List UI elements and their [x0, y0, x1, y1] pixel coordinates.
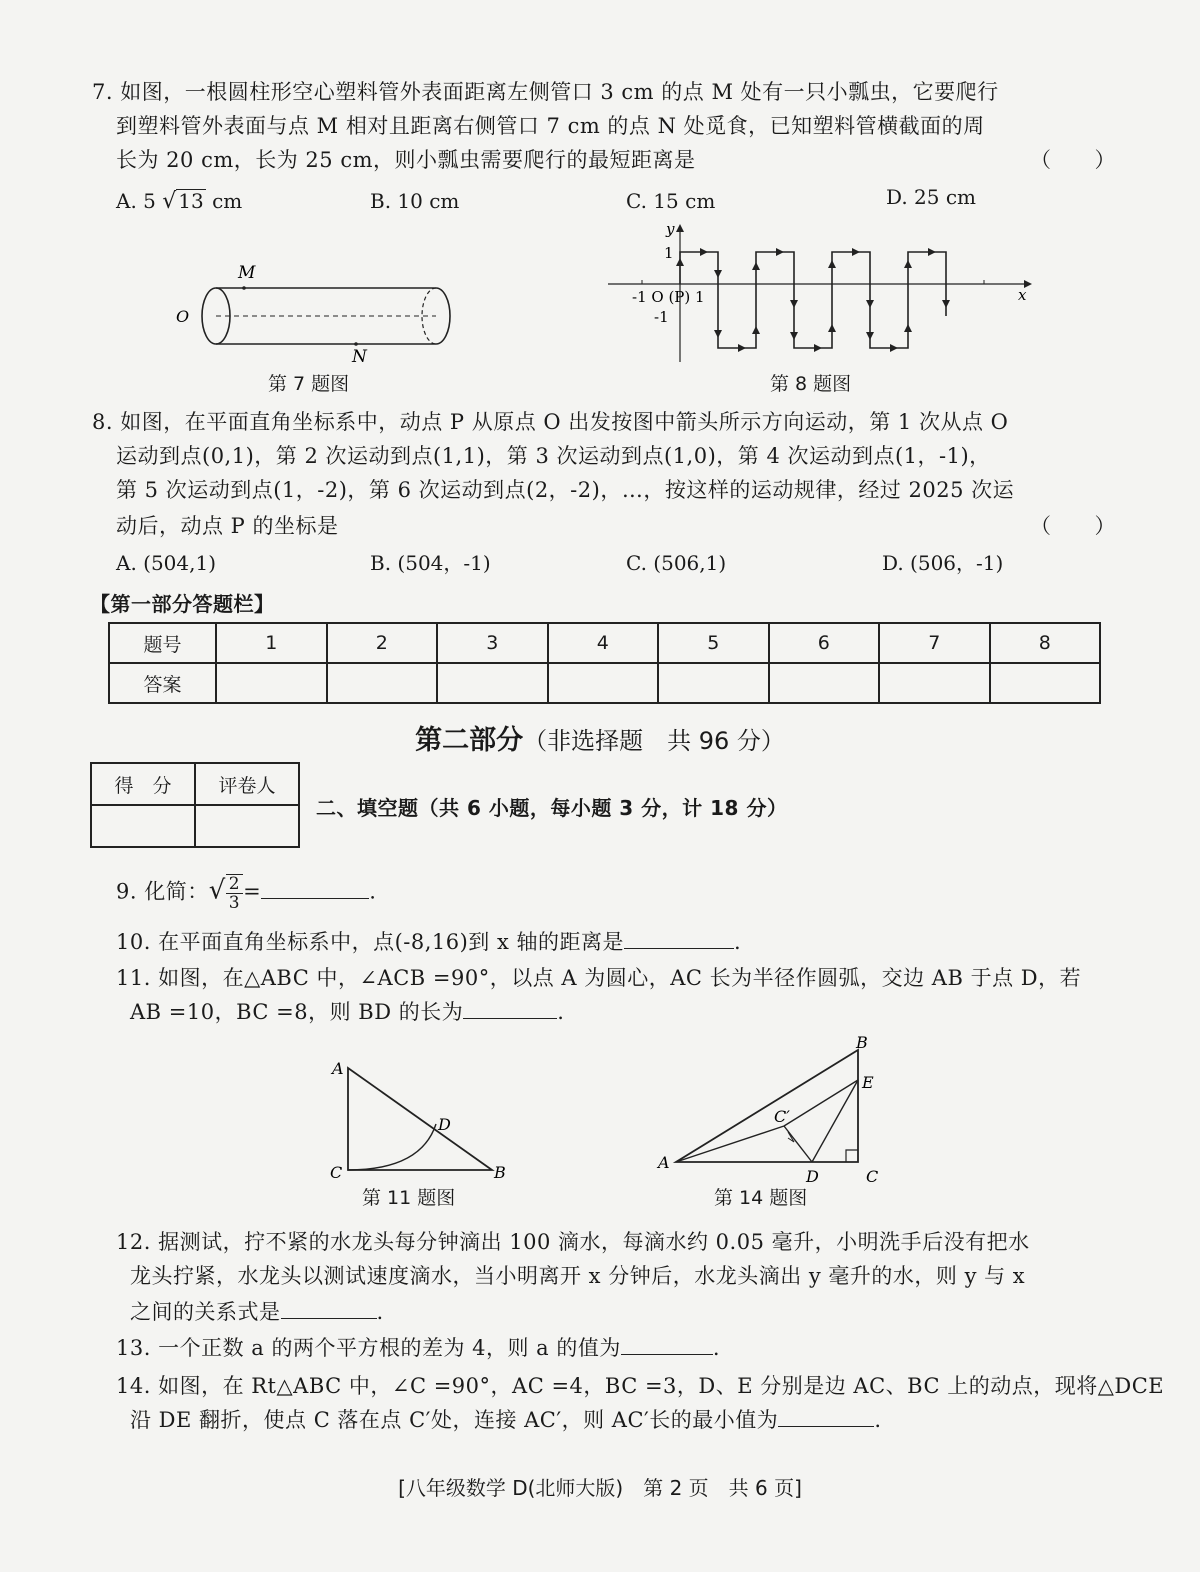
q7-figure-caption: 第 7 题图: [268, 373, 350, 395]
answer-bar-number: 8: [990, 623, 1101, 663]
q11-triangle-figure: [326, 1058, 516, 1184]
part2-subtitle: （非选择题 共 96 分）: [523, 727, 785, 755]
answer-cell[interactable]: [658, 663, 769, 703]
q11-line2: AB =10，BC =8，则 BD 的长为 .: [130, 1000, 565, 1024]
q13-line: 13. 一个正数 a 的两个平方根的差为 4，则 a 的值为 .: [116, 1336, 721, 1360]
answer-bar-title: 【第一部分答题栏】: [90, 592, 275, 616]
part2-title: [0, 718, 1200, 757]
q14-line1: 14. 如图，在 Rt△ABC 中，∠C =90°，AC =4，BC =3，D、E 分别是边 AC、BC 上的动点，现将△DCE: [116, 1374, 1165, 1398]
q14-label-c: C: [866, 1167, 879, 1184]
answer-cell[interactable]: [327, 663, 438, 703]
q8-figure-caption: 第 8 题图: [770, 373, 852, 395]
q13-answer-blank[interactable]: [621, 1334, 713, 1355]
part2-title-main: 第二部分: [415, 725, 524, 756]
q7-option-a-radicand: 13: [178, 189, 204, 213]
answer-bar-number: 1: [216, 623, 327, 663]
score-box-grader-label: 评卷人: [195, 763, 299, 805]
q10-answer-blank[interactable]: [624, 928, 734, 949]
q11-figure-caption: 第 11 题图: [362, 1187, 456, 1209]
answer-bar-number: 6: [769, 623, 880, 663]
q8-path-figure: [604, 222, 1044, 364]
q14-triangle-figure: [652, 1034, 892, 1184]
answer-cell[interactable]: [990, 663, 1101, 703]
score-box-score-label: 得 分: [91, 763, 195, 805]
q7-option-a: A. 5 √ 13 cm: [116, 189, 243, 214]
q7-option-b: B. 10 cm: [370, 189, 460, 213]
q7-line1: 7. 如图，一根圆柱形空心塑料管外表面距离左侧管口 3 cm 的点 M 处有一只小瓢虫，它要爬行: [92, 80, 999, 104]
q12-line3-text: 之间的关系式是: [130, 1300, 281, 1324]
q14-label-c-prime: C′: [774, 1107, 790, 1126]
q14-figure-caption: 第 14 题图: [714, 1187, 808, 1209]
q7-answer-paren: （ ）: [1030, 148, 1116, 172]
answer-cell[interactable]: [216, 663, 327, 703]
q7-label-m: M: [238, 263, 256, 283]
q9-line: 9. 化简：√ $\frac{2}{3}$ = .: [116, 874, 377, 913]
q11-label-c: C: [330, 1163, 343, 1182]
q14-line2-text: 沿 DE 翻折，使点 C 落在点 C′处，连接 AC′，则 AC′长的最小值为: [130, 1408, 779, 1432]
answer-cell[interactable]: [769, 663, 880, 703]
q9-equals: =: [243, 879, 262, 904]
q7-label-n: N: [352, 347, 367, 367]
q7-option-a-unit: cm: [212, 189, 243, 213]
page-footer: [八年级数学 D(北师大版) 第 2 页 共 6 页]: [398, 1476, 802, 1500]
q12-answer-blank[interactable]: [281, 1298, 377, 1319]
q14-line2: 沿 DE 翻折，使点 C 落在点 C′处，连接 AC′，则 AC′长的最小值为 .: [130, 1408, 882, 1432]
q9-prefix: 9. 化简：: [116, 879, 209, 904]
q7-cylinder-figure: [160, 258, 470, 368]
q7-option-c: C. 15 cm: [626, 189, 716, 213]
q14-label-b: B: [856, 1034, 868, 1052]
q8-option-c: C. (506,1): [626, 551, 727, 575]
q7-label-o: O: [176, 307, 190, 326]
q10-line: 10. 在平面直角坐标系中，点(-8,16)到 x 轴的距离是 .: [116, 930, 742, 954]
q8-tick-neg1: -1: [654, 308, 669, 326]
q8-line1: 8. 如图，在平面直角坐标系中，动点 P 从原点 O 出发按图中箭头所示方向运动，第 1 次从点 O: [92, 410, 1009, 434]
answer-bar-number: 2: [327, 623, 438, 663]
answer-bar-number-row: [109, 623, 1100, 663]
answer-bar-row1-label: 题号: [109, 623, 216, 663]
q11-line1: 11. 如图，在△ABC 中，∠ACB =90°，以点 A 为圆心，AC 长为半径作圆弧，交边 AB 于点 D，若: [116, 966, 1082, 990]
q14-label-a: A: [658, 1153, 670, 1172]
section2-heading: 二、填空题（共 6 小题，每小题 3 分，计 18 分）: [316, 796, 788, 820]
q11-answer-blank[interactable]: [463, 998, 557, 1019]
q12-line1: 12. 据测试，拧不紧的水龙头每分钟滴出 100 滴水，每滴水约 0.05 毫升，小明洗手后没有把水: [116, 1230, 1030, 1254]
q7-option-a-prefix: A. 5: [116, 189, 156, 213]
answer-bar-number: 5: [658, 623, 769, 663]
q12-line2: 龙头拧紧，水龙头以测试速度滴水，当小明离开 x 分钟后，水龙头滴出 y 毫升的水，则 y 与 x: [130, 1264, 1026, 1288]
q14-answer-blank[interactable]: [778, 1406, 874, 1427]
q8-option-d: D. (506，-1): [882, 551, 1004, 575]
q8-axis-y-label: y: [666, 222, 675, 238]
q8-origin-label: -1 O (P) 1: [632, 288, 705, 306]
q8-line2: 运动到点(0,1)，第 2 次运动到点(1,1)，第 3 次运动到点(1,0)，第 4 次运动到点(1，-1)，: [116, 444, 991, 468]
q8-option-a: A. (504,1): [116, 551, 217, 575]
q9-numerator: 2: [226, 875, 243, 894]
answer-bar-answer-row: [109, 663, 1100, 703]
score-box-grader-cell[interactable]: [195, 805, 299, 847]
answer-bar-number: 4: [548, 623, 659, 663]
score-box-score-cell[interactable]: [91, 805, 195, 847]
q7-line3: 长为 20 cm，长为 25 cm，则小瓢虫需要爬行的最短距离是: [116, 148, 696, 172]
q12-line3: 之间的关系式是 .: [130, 1300, 384, 1324]
q11-label-a: A: [332, 1059, 344, 1078]
q8-option-b: B. (504，-1): [370, 551, 491, 575]
q11-line2-text: AB =10，BC =8，则 BD 的长为: [130, 1000, 464, 1024]
q8-tick-1: 1: [664, 244, 674, 262]
answer-bar-number: 7: [879, 623, 990, 663]
q10-text: 10. 在平面直角坐标系中，点(-8,16)到 x 轴的距离是: [116, 930, 625, 954]
q14-label-e: E: [862, 1073, 874, 1092]
q9-denominator: 3: [228, 893, 241, 913]
answer-cell[interactable]: [437, 663, 548, 703]
answer-cell[interactable]: [548, 663, 659, 703]
score-box: [90, 762, 300, 848]
answer-bar-row2-label: 答案: [109, 663, 216, 703]
q11-label-b: B: [494, 1163, 506, 1182]
q8-line4: 动后，动点 P 的坐标是: [116, 514, 339, 538]
q7-option-d: D. 25 cm: [886, 185, 977, 209]
q14-label-d: D: [806, 1167, 819, 1184]
q7-line2: 到塑料管外表面与点 M 相对且距离右侧管口 7 cm 的点 N 处觅食，已知塑料管横截面的周: [116, 114, 985, 138]
answer-bar-number: 3: [437, 623, 548, 663]
q11-label-d: D: [438, 1115, 451, 1134]
answer-bar-table: [108, 622, 1101, 704]
q8-axis-x-label: x: [1018, 286, 1027, 304]
q8-answer-paren: （ ）: [1030, 514, 1116, 538]
q9-answer-blank[interactable]: [261, 878, 369, 899]
q8-line3: 第 5 次运动到点(1，-2)，第 6 次运动到点(2，-2)，…，按这样的运动规律，经过 2025 次运: [116, 478, 1015, 502]
q13-text: 13. 一个正数 a 的两个平方根的差为 4，则 a 的值为: [116, 1336, 621, 1360]
answer-cell[interactable]: [879, 663, 990, 703]
